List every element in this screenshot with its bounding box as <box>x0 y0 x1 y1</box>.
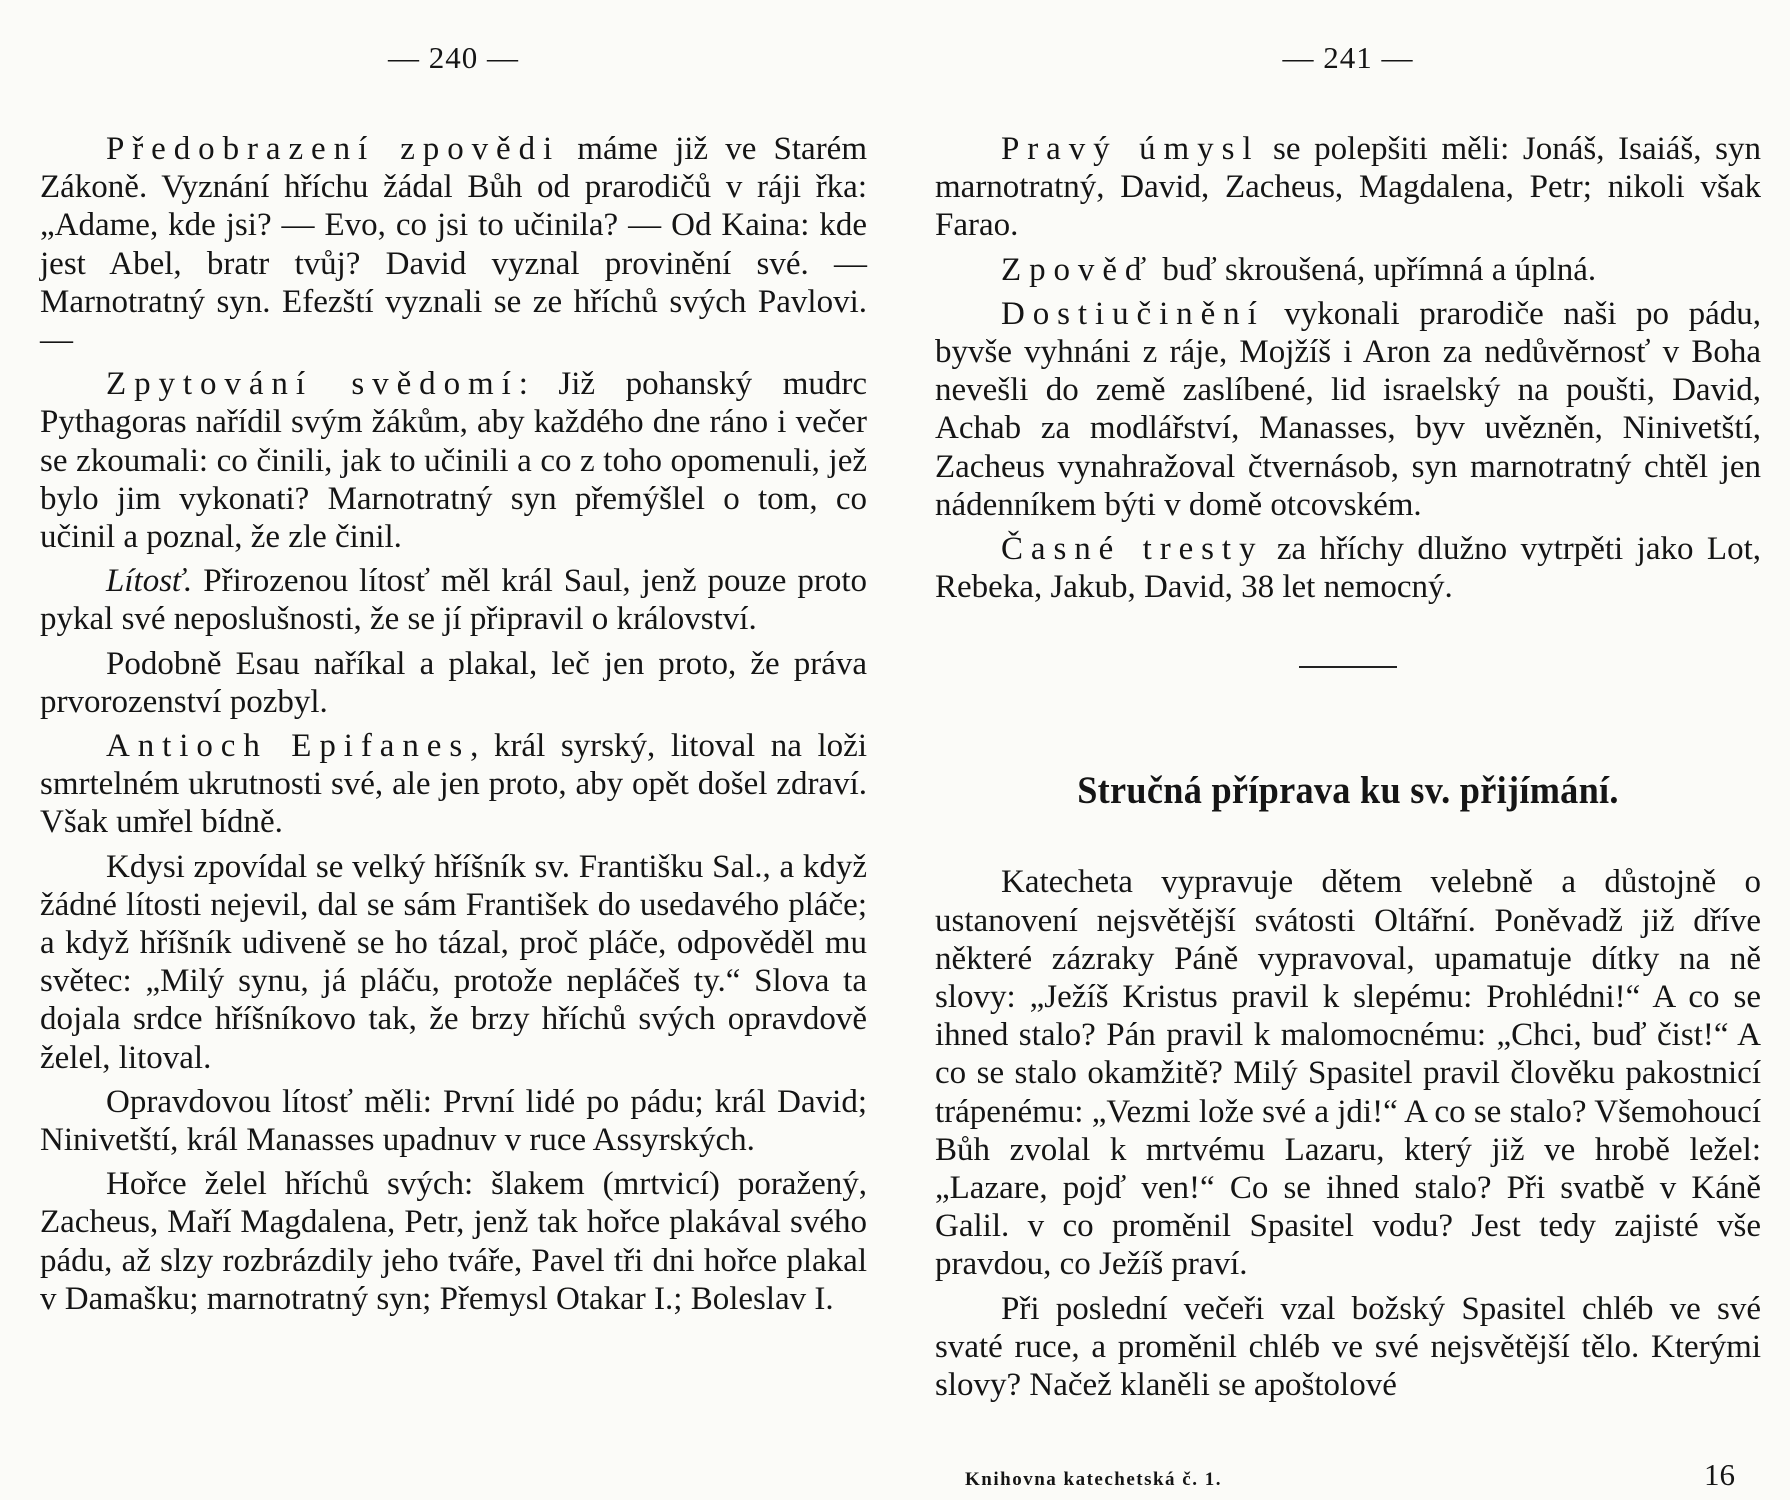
paragraph-lead: Pravý úmysl <box>1001 131 1260 167</box>
paragraph-text: buď skroušená, upřímná a úplná. <box>1154 251 1597 288</box>
left-text-column <box>40 130 867 1324</box>
paragraph-lead: Časné tresty <box>1001 531 1264 568</box>
paragraph-text: Přirozenou lítosť měl král Saul, jenž pouze proto pykal své neposlušnosti, že se jí připravil o království. <box>40 563 867 638</box>
paragraph <box>935 130 1761 245</box>
paragraph-text: vykonali prarodiče naši po pádu, byvše vyhnáni z ráje, Mojžíš i Aron za nedůvěrnosť v Boha nevešli do země zaslíbené, lid israelský na poušti, David, Achab za modlářství, Manasses, byv uvězněn, Ninivetští, Zacheus vynahražoval čtvernásob, syn marnotratný chtěl jen nádenníkem býti v domě otcovském. <box>935 295 1761 523</box>
paragraph-text: za hříchy dlužno vytrpěti jako Lot, Rebeka, Jakub, David, 38 let nemocný. <box>935 531 1761 606</box>
paragraph-lead: Lítosť. <box>106 563 193 600</box>
section-title: Stručná příprava ku sv. přijímání. <box>1077 769 1619 813</box>
paragraph <box>935 295 1761 524</box>
paragraph <box>40 1165 867 1318</box>
right-text-column <box>935 130 1761 1410</box>
paragraph-lead: Dostiučinění <box>1001 295 1265 332</box>
paragraph-text: Opravdovou lítosť měli: První lidé po pádu; král David; Ninivetští, král Manasses upadnuv v ruce Assyrských. <box>40 1083 867 1159</box>
paragraph <box>40 848 867 1077</box>
paragraph <box>40 727 867 842</box>
paragraph <box>40 562 867 638</box>
page-number: — 241 — <box>1282 40 1414 75</box>
paragraph-lead: Zpověď <box>1001 251 1155 288</box>
page-number: — 240 — <box>388 40 519 75</box>
paragraph-text: Kdysi zpovídal se velký hříšník sv. Františku Sal., a když žádné lítosti nejevil, dal se sám František do usedavého pláče; a když hříšník udiveně se ho tázal, proč pláče, odpověděl mu světec: „Milý synu, já pláču, protože nepláčeš ty.“ Slova ta dojala srdce hříšníkovo tak, že brzy hříchů svých opravdově želel, litoval. <box>40 848 867 1076</box>
right-page <box>935 0 1761 1500</box>
paragraph <box>40 645 867 721</box>
paragraph <box>935 251 1761 289</box>
page-footer <box>965 1457 1761 1493</box>
paragraph-text: Při poslední večeři vzal božský Spasitel chléb ve své svaté ruce, a proměnil chléb ve své nejsvětější tělo. Kterými slovy? Načež klaněli se apoštolové <box>935 1290 1761 1404</box>
paragraph-text: Podobně Esau naříkal a plakal, leč jen proto, že práva prvorozenství pozbyl. <box>40 645 867 720</box>
paragraph <box>40 1083 867 1159</box>
footer-signature: Knihovna katechetská č. 1. <box>965 1469 1222 1490</box>
paragraph <box>935 863 1761 1283</box>
paragraph <box>935 530 1761 606</box>
paragraph-text: se polepšiti měli: Jonáš, Isaiáš, syn marnotratný, David, Zacheus, Magdalena, Petr; nikoli však Farao. <box>935 131 1761 244</box>
paragraph-text: Hořce želel hříchů svých: šlakem (mrtvicí) poražený, Zacheus, Maří Magdalena, Petr, jenž tak hořce plakával svého pádu, až slzy rozbrázdily jeho tváře, Pavel tři dni hořce plakal v Damašku; marnotratný syn; Přemysl Otakar I.; Boleslav I. <box>40 1166 867 1317</box>
paragraph-text: máme již ve Starém Zákoně. Vyznání hříchu žádal Bůh od prarodičů v ráji řka: „Adame, kde jsi? — Evo, co jsi to učinila? — Od Kaina: kde jest Abel, bratr tvůj? David vyznal provinění své. — Marnotratný syn. Efezští vyznali se ze hříchů svých Pavlovi. — <box>40 131 867 359</box>
paragraph-text: Katecheta vypravuje dětem velebně a důstojně o ustanovení nejsvětější svátosti Oltářní. Poněvadž již dříve některé zázraky Páně vypravoval, upamatuje dítky na ně slovy: „Ježíš Kristus pravil k slepému: Prohlédni!“ A co se ihned stalo? Pán pravil k malomocnému: „Chci, buď čist!“ A co se stalo okamžitě? Milý Spasitel pravil člověku pakostnicí trápenému: „Vezmi lože své a jdi!“ A co se stalo? Všemohoucí Bůh zvolal k mrtvému Lazaru, který již ve hrobě ležel: „Lazare, pojď ven!“ Co se ihned stalo? Při svatbě v Káně Galil. v co proměnil Spasitel vodu? Jest tedy zajisté vše pravdou, co Ježíš praví. <box>935 864 1761 1283</box>
paragraph <box>935 1290 1761 1405</box>
section-divider <box>1299 666 1397 668</box>
paragraph <box>40 130 867 359</box>
paragraph-lead: Předobrazení zpovědi <box>106 131 561 167</box>
left-page <box>40 0 867 1500</box>
paragraph-lead: Antioch Epifanes <box>106 728 471 765</box>
paragraph-text: , král syrský, litoval na loži smrtelném ukrutnosti své, ale jen proto, aby opět došel zdraví. Však umřel bídně. <box>40 728 867 841</box>
paragraph-lead: Zpytování svědomí <box>106 366 519 403</box>
sheet-number: 16 <box>1704 1457 1735 1492</box>
paragraph <box>40 365 867 556</box>
paragraph-text: : Již pohanský mudrc Pythagoras nařídil svým žákům, aby každého dne ráno i večer se zkoumali: co činili, jak to učinili a co z toho opomenuli, jež bylo jim vykonati? Marnotratný syn přemýšlel o tom, co učinil a poznal, že zle činil. <box>40 366 868 556</box>
